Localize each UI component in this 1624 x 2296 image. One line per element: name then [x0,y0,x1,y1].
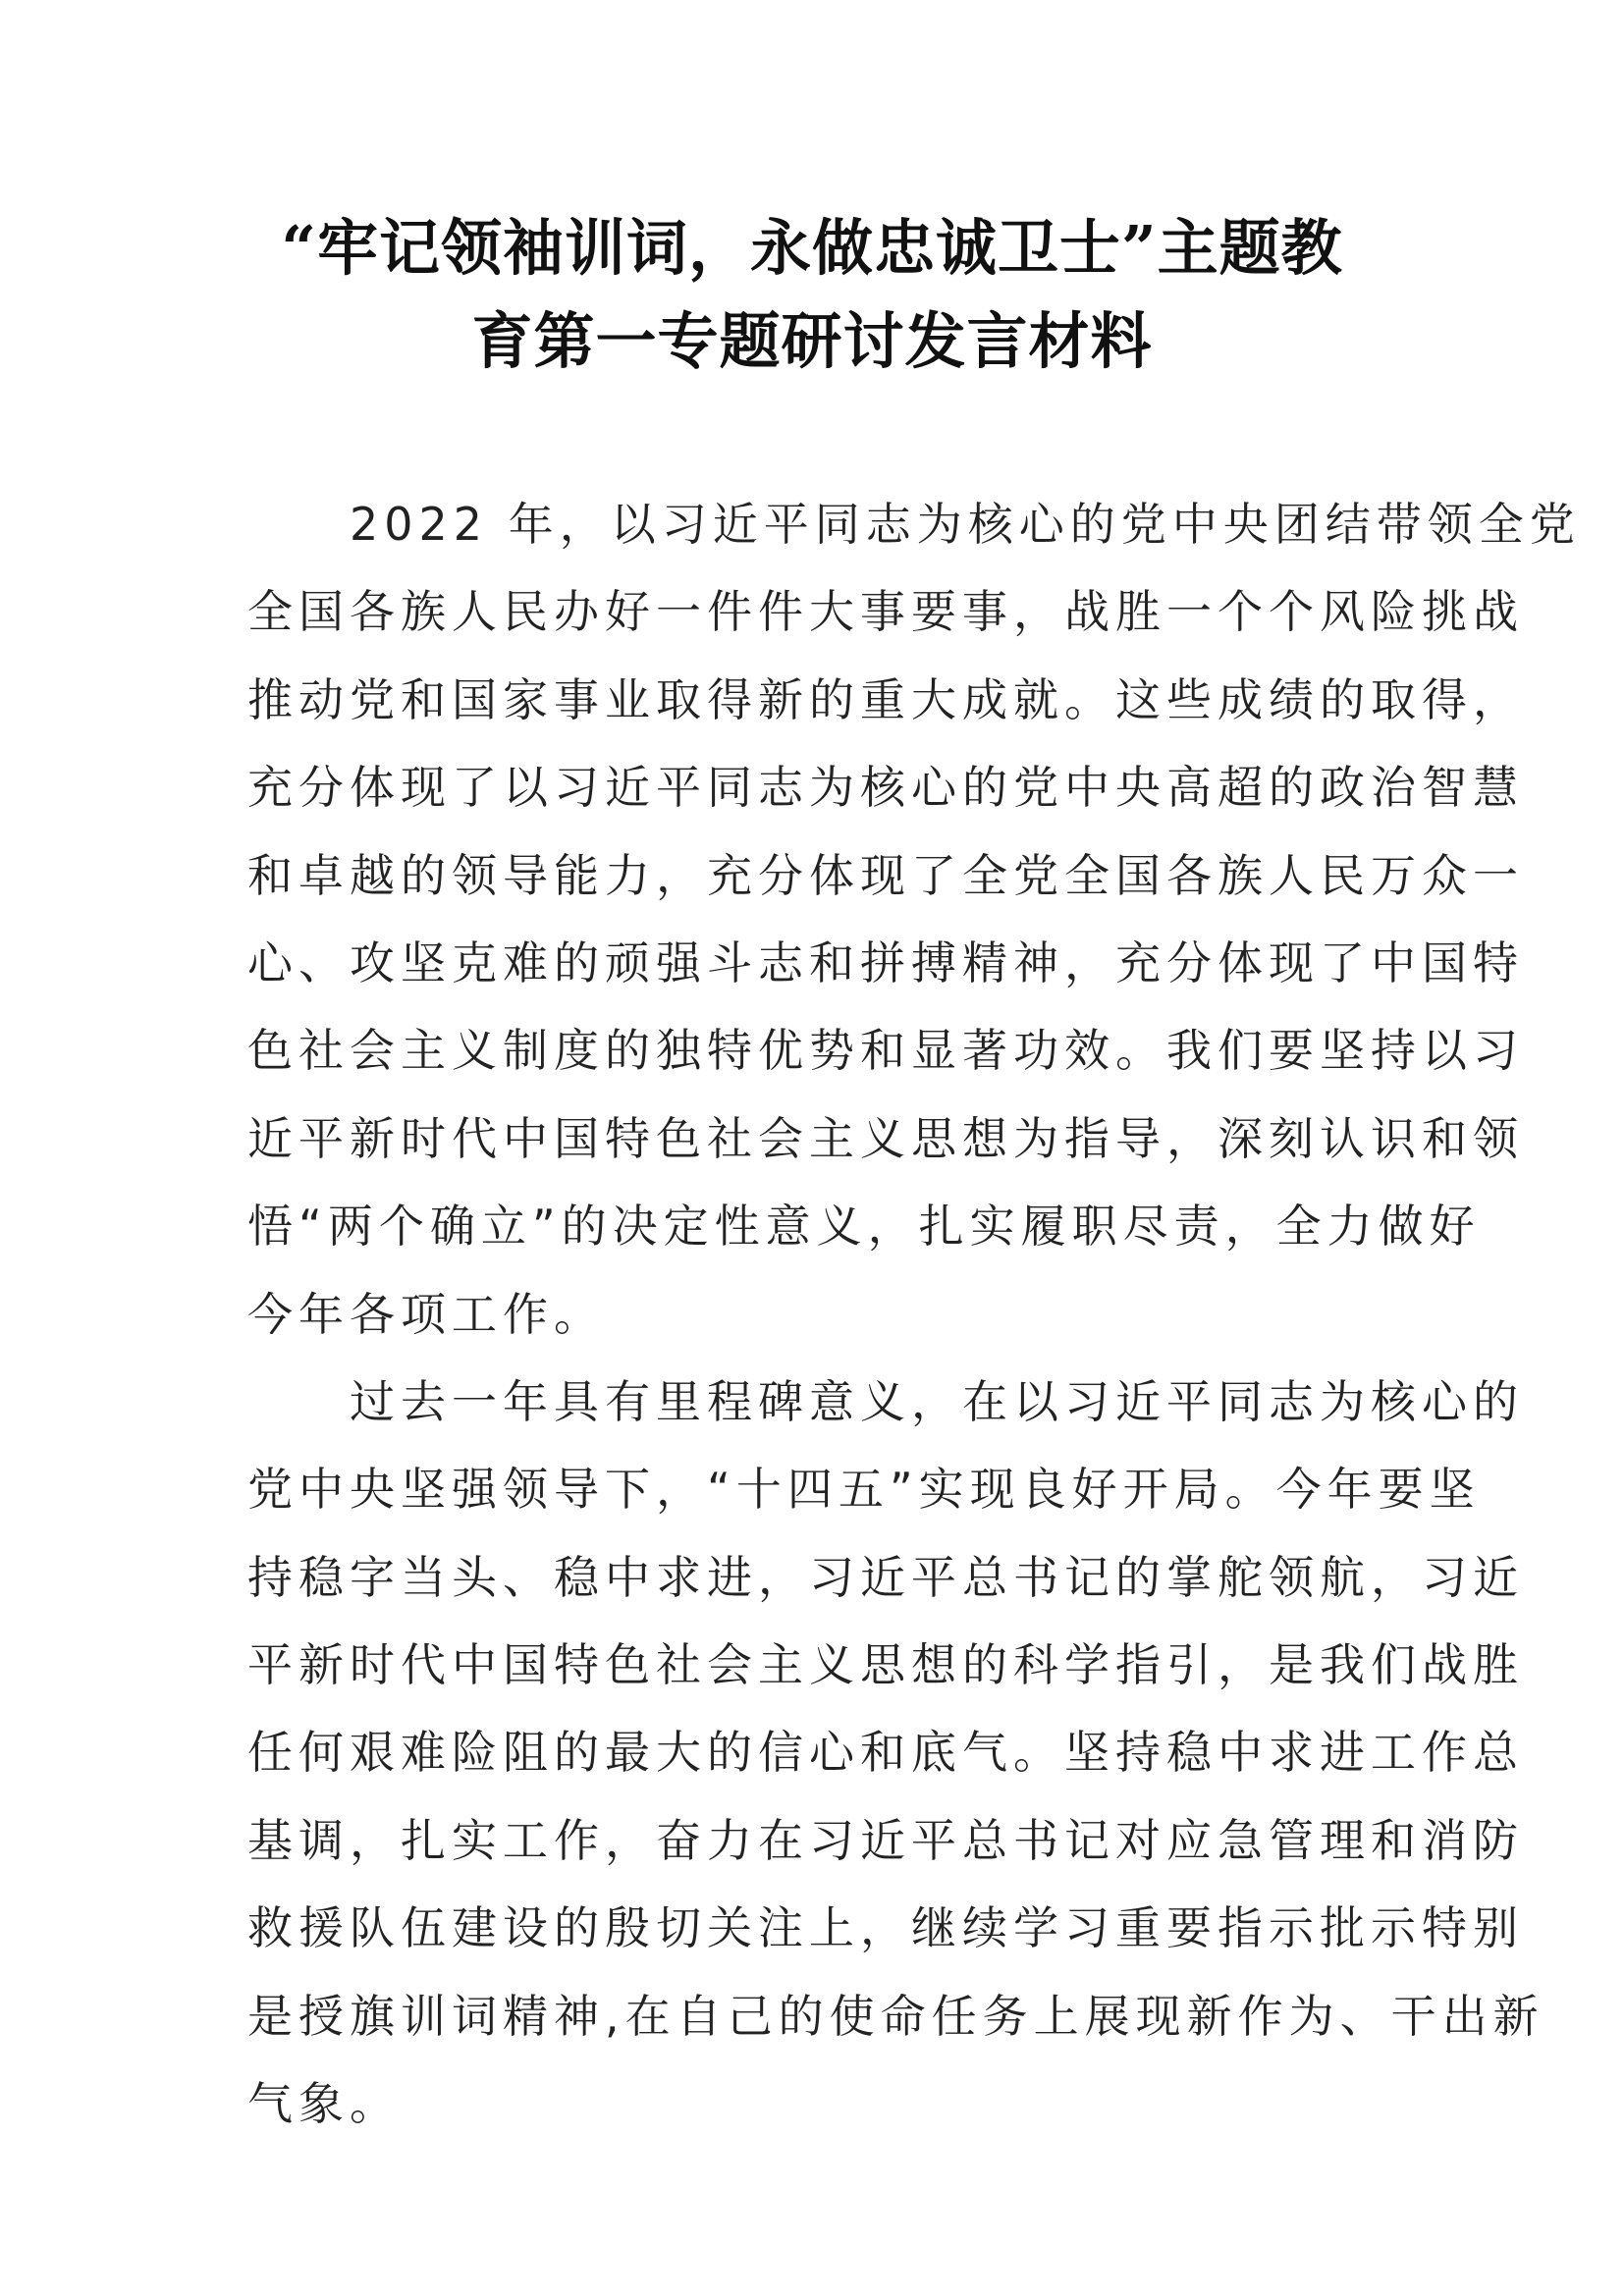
document-title [196,201,1428,388]
body-line: 任何艰难险阻的最大的信心和底气。坚持稳中求进工作总 [247,1726,1524,1780]
body-line: 色社会主义制度的独特优势和显著功效。我们要坚持以习 [247,1024,1524,1078]
body-line: 今年各项工作。 [247,1287,605,1341]
title-line: “牢记领袖训词，永做忠诚卫士”主题教 [281,212,1343,284]
body-line: 持稳字当头、稳中求进，习近平总书记的掌舵领航，习近 [247,1550,1524,1604]
body-line: 悟“两个确立”的决定性意义，扎实履职尽责，全力做好 [247,1200,1481,1254]
body-line: 平新时代中国特色社会主义思想的科学指引，是我们战胜 [247,1638,1524,1692]
body-line: 全国各族人民办好一件件大事要事，战胜一个个风险挑战 [247,585,1524,639]
body-line: 推动党和国家事业取得新的重大成就。这些成绩的取得， [247,672,1524,726]
title-line: 育第一专题研讨发言材料 [471,305,1153,377]
body-line: 心、攻坚克难的顽强斗志和拼搏精神，充分体现了中国特 [247,935,1524,989]
body-line: 2022 年，以习近平同志为核心的党中央团结带领全党 [247,498,1581,551]
body-line: 党中央坚强领导下，“十四五”实现良好开局。今年要坚 [247,1463,1481,1517]
body-line: 和卓越的领导能力，充分体现了全党全国各族人民万众一 [247,848,1524,902]
body-line: 充分体现了以习近平同志为核心的党中央高超的政治智慧 [247,761,1524,815]
body-line: 是授旗训词精神,在自己的使命任务上展现新作为、干出新 [247,1989,1544,2043]
body-line: 过去一年具有里程碑意义，在以习近平同志为核心的 [247,1374,1524,1428]
body-line: 救援队伍建设的殷切关注上，继续学习重要指示批示特别 [247,1901,1524,1955]
document-body [247,481,1581,2148]
body-line: 近平新时代中国特色社会主义思想为指导，深刻认识和领 [247,1111,1524,1165]
body-line: 基调，扎实工作，奋力在习近平总书记对应急管理和消防 [247,1813,1524,1867]
body-line: 气象。 [247,2077,401,2131]
